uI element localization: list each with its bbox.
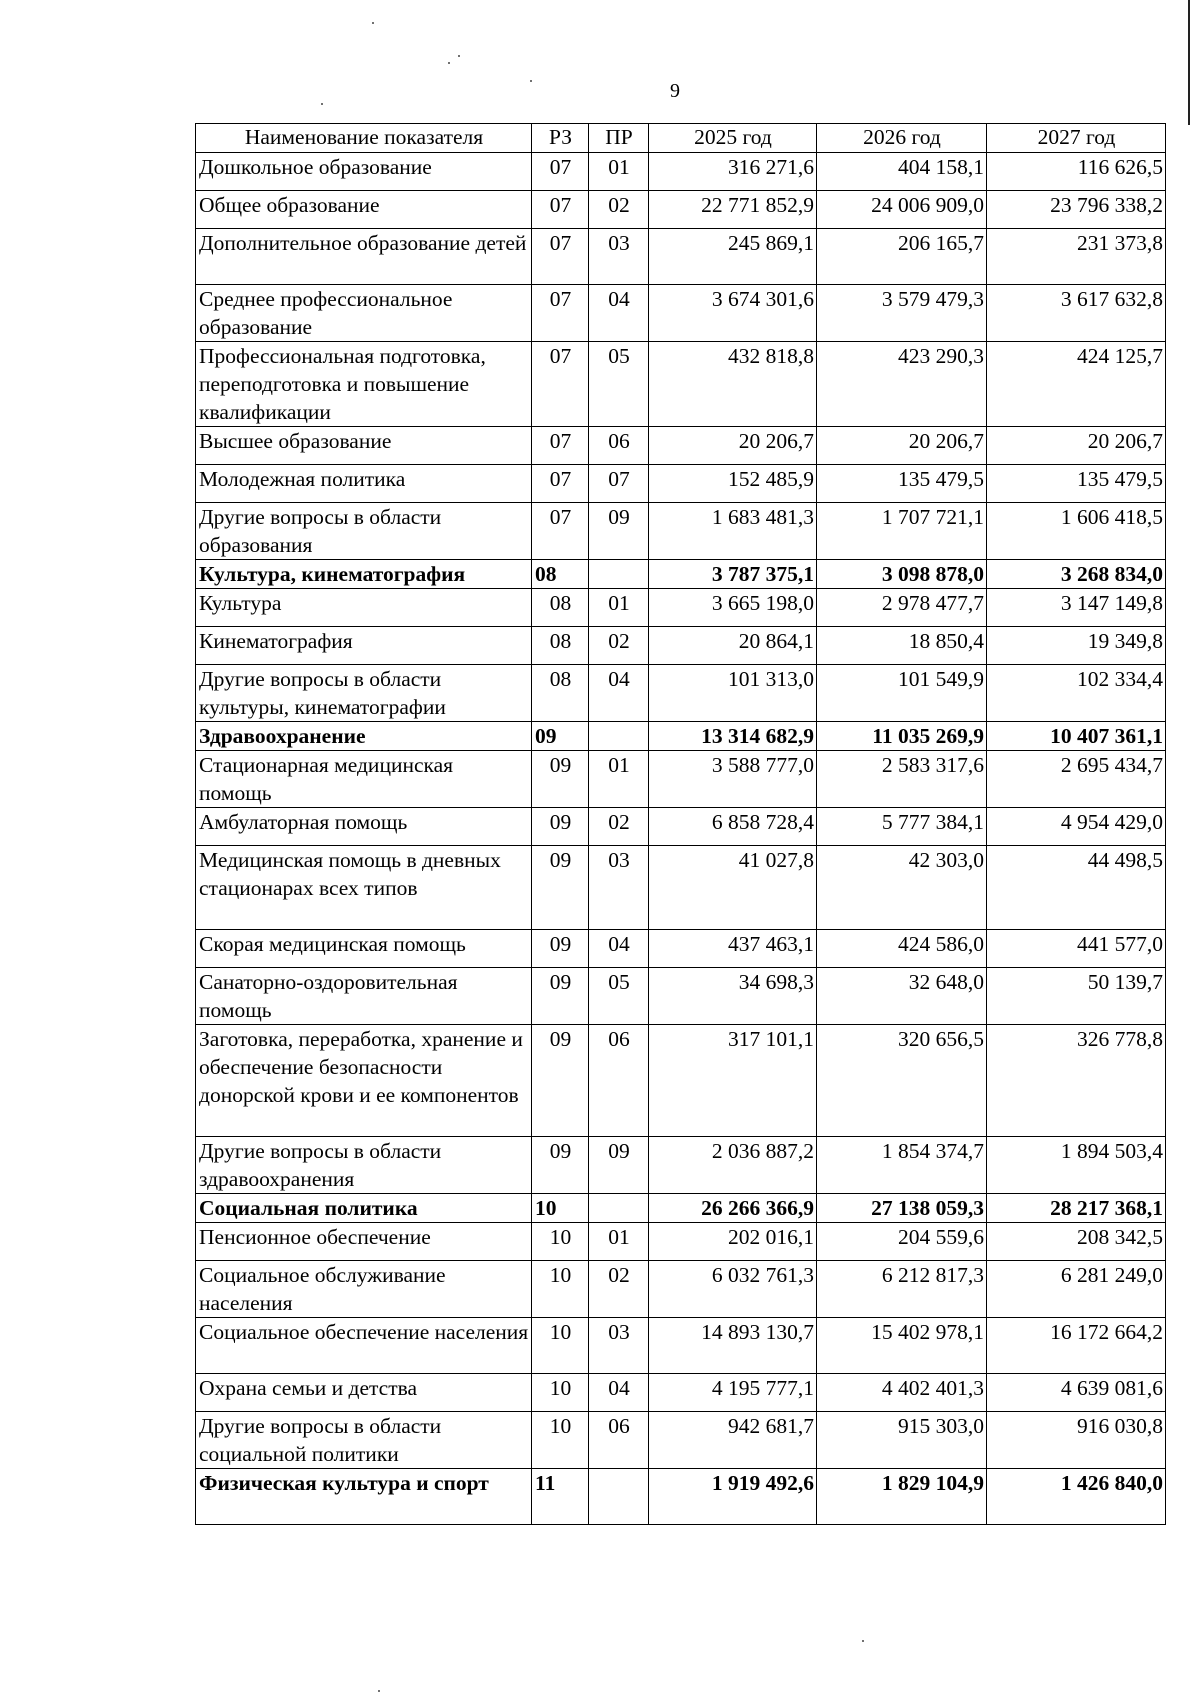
table-section-row bbox=[196, 722, 1166, 751]
row-pr: 09 bbox=[589, 503, 649, 560]
row-pr bbox=[589, 1469, 649, 1525]
row-2026: 101 549,9 bbox=[817, 665, 987, 722]
row-pr: 02 bbox=[589, 191, 649, 229]
row-name: Скорая медицинская помощь bbox=[196, 930, 532, 968]
row-rz: 08 bbox=[532, 560, 589, 589]
row-pr: 03 bbox=[589, 229, 649, 285]
row-name: Дошкольное образование bbox=[196, 153, 532, 191]
row-2027: 1 426 840,0 bbox=[987, 1469, 1166, 1525]
table-row bbox=[196, 465, 1166, 503]
row-name: Другие вопросы в области социальной политики bbox=[196, 1412, 532, 1469]
row-2026: 4 402 401,3 bbox=[817, 1374, 987, 1412]
row-2026: 424 586,0 bbox=[817, 930, 987, 968]
table-row bbox=[196, 589, 1166, 627]
row-2025: 3 665 198,0 bbox=[649, 589, 817, 627]
row-pr: 07 bbox=[589, 465, 649, 503]
table-row bbox=[196, 808, 1166, 846]
table-row bbox=[196, 846, 1166, 930]
row-2027: 19 349,8 bbox=[987, 627, 1166, 665]
row-2027: 3 147 149,8 bbox=[987, 589, 1166, 627]
row-2027: 1 606 418,5 bbox=[987, 503, 1166, 560]
table-row bbox=[196, 229, 1166, 285]
row-name: Охрана семьи и детства bbox=[196, 1374, 532, 1412]
row-2026: 15 402 978,1 bbox=[817, 1318, 987, 1374]
row-rz: 10 bbox=[532, 1194, 589, 1223]
row-pr bbox=[589, 1194, 649, 1223]
row-pr: 01 bbox=[589, 751, 649, 808]
row-name: Санаторно-оздоровительная помощь bbox=[196, 968, 532, 1025]
row-2025: 432 818,8 bbox=[649, 342, 817, 427]
row-name: Высшее образование bbox=[196, 427, 532, 465]
row-2027: 135 479,5 bbox=[987, 465, 1166, 503]
row-2025: 41 027,8 bbox=[649, 846, 817, 930]
row-name: Кинематография bbox=[196, 627, 532, 665]
row-2025: 3 588 777,0 bbox=[649, 751, 817, 808]
row-name: Физическая культура и спорт bbox=[196, 1469, 532, 1525]
row-2025: 317 101,1 bbox=[649, 1025, 817, 1137]
table-row bbox=[196, 1412, 1166, 1469]
row-pr: 06 bbox=[589, 1025, 649, 1137]
row-rz: 07 bbox=[532, 153, 589, 191]
table-row bbox=[196, 342, 1166, 427]
row-2026: 206 165,7 bbox=[817, 229, 987, 285]
row-2026: 2 978 477,7 bbox=[817, 589, 987, 627]
row-2026: 18 850,4 bbox=[817, 627, 987, 665]
row-2026: 320 656,5 bbox=[817, 1025, 987, 1137]
table-row bbox=[196, 427, 1166, 465]
header-2026: 2026 год bbox=[817, 124, 987, 153]
row-rz: 09 bbox=[532, 808, 589, 846]
row-rz: 07 bbox=[532, 285, 589, 342]
row-pr: 06 bbox=[589, 427, 649, 465]
row-pr: 04 bbox=[589, 930, 649, 968]
row-2025: 1 683 481,3 bbox=[649, 503, 817, 560]
row-pr: 02 bbox=[589, 627, 649, 665]
row-name: Социальное обеспечение населения bbox=[196, 1318, 532, 1374]
row-2027: 44 498,5 bbox=[987, 846, 1166, 930]
row-name: Среднее профессиональное образование bbox=[196, 285, 532, 342]
row-pr: 02 bbox=[589, 808, 649, 846]
row-name: Молодежная политика bbox=[196, 465, 532, 503]
row-2027: 4 954 429,0 bbox=[987, 808, 1166, 846]
row-2027: 326 778,8 bbox=[987, 1025, 1166, 1137]
row-2025: 245 869,1 bbox=[649, 229, 817, 285]
row-2027: 10 407 361,1 bbox=[987, 722, 1166, 751]
row-rz: 10 bbox=[532, 1412, 589, 1469]
table-row bbox=[196, 191, 1166, 229]
header-2025: 2025 год bbox=[649, 124, 817, 153]
row-name: Пенсионное обеспечение bbox=[196, 1223, 532, 1261]
row-2026: 135 479,5 bbox=[817, 465, 987, 503]
row-pr: 04 bbox=[589, 665, 649, 722]
row-2025: 437 463,1 bbox=[649, 930, 817, 968]
row-rz: 09 bbox=[532, 751, 589, 808]
table-row bbox=[196, 1261, 1166, 1318]
row-rz: 07 bbox=[532, 342, 589, 427]
row-rz: 07 bbox=[532, 465, 589, 503]
row-name: Другие вопросы в области культуры, кинематографии bbox=[196, 665, 532, 722]
row-2025: 1 919 492,6 bbox=[649, 1469, 817, 1525]
row-2025: 22 771 852,9 bbox=[649, 191, 817, 229]
row-name: Стационарная медицинская помощь bbox=[196, 751, 532, 808]
row-rz: 09 bbox=[532, 722, 589, 751]
row-rz: 10 bbox=[532, 1261, 589, 1318]
table-row bbox=[196, 968, 1166, 1025]
row-2027: 441 577,0 bbox=[987, 930, 1166, 968]
row-name: Другие вопросы в области образования bbox=[196, 503, 532, 560]
row-name: Медицинская помощь в дневных стационарах всех типов bbox=[196, 846, 532, 930]
row-2026: 6 212 817,3 bbox=[817, 1261, 987, 1318]
row-2025: 2 036 887,2 bbox=[649, 1137, 817, 1194]
row-2026: 1 854 374,7 bbox=[817, 1137, 987, 1194]
row-name: Здравоохранение bbox=[196, 722, 532, 751]
row-2027: 16 172 664,2 bbox=[987, 1318, 1166, 1374]
row-2027: 23 796 338,2 bbox=[987, 191, 1166, 229]
table-row bbox=[196, 1137, 1166, 1194]
row-2026: 5 777 384,1 bbox=[817, 808, 987, 846]
row-2025: 101 313,0 bbox=[649, 665, 817, 722]
row-2025: 6 858 728,4 bbox=[649, 808, 817, 846]
row-name: Другие вопросы в области здравоохранения bbox=[196, 1137, 532, 1194]
row-name: Социальное обслуживание населения bbox=[196, 1261, 532, 1318]
row-name: Социальная политика bbox=[196, 1194, 532, 1223]
table-row bbox=[196, 1223, 1166, 1261]
row-rz: 08 bbox=[532, 589, 589, 627]
row-2026: 27 138 059,3 bbox=[817, 1194, 987, 1223]
row-rz: 11 bbox=[532, 1469, 589, 1525]
row-2026: 32 648,0 bbox=[817, 968, 987, 1025]
row-2027: 231 373,8 bbox=[987, 229, 1166, 285]
budget-table bbox=[195, 123, 1166, 1525]
row-pr: 04 bbox=[589, 285, 649, 342]
row-pr: 03 bbox=[589, 846, 649, 930]
row-2027: 1 894 503,4 bbox=[987, 1137, 1166, 1194]
row-2027: 28 217 368,1 bbox=[987, 1194, 1166, 1223]
row-rz: 08 bbox=[532, 627, 589, 665]
row-2027: 2 695 434,7 bbox=[987, 751, 1166, 808]
row-2025: 26 266 366,9 bbox=[649, 1194, 817, 1223]
row-pr bbox=[589, 560, 649, 589]
row-name: Общее образование bbox=[196, 191, 532, 229]
row-rz: 10 bbox=[532, 1318, 589, 1374]
table-row bbox=[196, 1318, 1166, 1374]
row-2026: 20 206,7 bbox=[817, 427, 987, 465]
row-2025: 34 698,3 bbox=[649, 968, 817, 1025]
row-rz: 08 bbox=[532, 665, 589, 722]
row-pr: 05 bbox=[589, 342, 649, 427]
row-2026: 1 707 721,1 bbox=[817, 503, 987, 560]
row-2025: 6 032 761,3 bbox=[649, 1261, 817, 1318]
row-2027: 102 334,4 bbox=[987, 665, 1166, 722]
row-rz: 09 bbox=[532, 968, 589, 1025]
row-2025: 152 485,9 bbox=[649, 465, 817, 503]
row-rz: 10 bbox=[532, 1374, 589, 1412]
table-row bbox=[196, 930, 1166, 968]
table-row bbox=[196, 627, 1166, 665]
row-2027: 916 030,8 bbox=[987, 1412, 1166, 1469]
row-2027: 208 342,5 bbox=[987, 1223, 1166, 1261]
table-row bbox=[196, 153, 1166, 191]
row-2026: 11 035 269,9 bbox=[817, 722, 987, 751]
row-pr bbox=[589, 722, 649, 751]
row-pr: 06 bbox=[589, 1412, 649, 1469]
row-pr: 01 bbox=[589, 153, 649, 191]
table-row bbox=[196, 751, 1166, 808]
row-2025: 14 893 130,7 bbox=[649, 1318, 817, 1374]
row-name: Заготовка, переработка, хранение и обеспечение безопасности донорской крови и ее компонентов bbox=[196, 1025, 532, 1137]
row-2027: 3 617 632,8 bbox=[987, 285, 1166, 342]
row-2026: 3 098 878,0 bbox=[817, 560, 987, 589]
row-pr: 05 bbox=[589, 968, 649, 1025]
row-2025: 4 195 777,1 bbox=[649, 1374, 817, 1412]
row-pr: 04 bbox=[589, 1374, 649, 1412]
table-section-row bbox=[196, 1469, 1166, 1525]
row-2026: 42 303,0 bbox=[817, 846, 987, 930]
row-2025: 20 206,7 bbox=[649, 427, 817, 465]
row-name: Культура, кинематография bbox=[196, 560, 532, 589]
row-2025: 13 314 682,9 bbox=[649, 722, 817, 751]
row-rz: 09 bbox=[532, 1137, 589, 1194]
row-rz: 07 bbox=[532, 427, 589, 465]
table-row bbox=[196, 503, 1166, 560]
scan-edge-line bbox=[1188, 0, 1190, 125]
row-pr: 03 bbox=[589, 1318, 649, 1374]
row-rz: 07 bbox=[532, 229, 589, 285]
row-2027: 6 281 249,0 bbox=[987, 1261, 1166, 1318]
row-2026: 204 559,6 bbox=[817, 1223, 987, 1261]
table-section-row bbox=[196, 1194, 1166, 1223]
row-2027: 20 206,7 bbox=[987, 427, 1166, 465]
row-name: Профессиональная подготовка, переподготовка и повышение квалификации bbox=[196, 342, 532, 427]
row-2025: 316 271,6 bbox=[649, 153, 817, 191]
table-row bbox=[196, 1374, 1166, 1412]
header-rz: РЗ bbox=[532, 124, 589, 153]
row-pr: 01 bbox=[589, 589, 649, 627]
row-name: Амбулаторная помощь bbox=[196, 808, 532, 846]
row-2025: 20 864,1 bbox=[649, 627, 817, 665]
row-2026: 915 303,0 bbox=[817, 1412, 987, 1469]
row-rz: 07 bbox=[532, 503, 589, 560]
table-section-row bbox=[196, 560, 1166, 589]
header-pr: ПР bbox=[589, 124, 649, 153]
row-2026: 24 006 909,0 bbox=[817, 191, 987, 229]
row-2027: 424 125,7 bbox=[987, 342, 1166, 427]
row-rz: 09 bbox=[532, 1025, 589, 1137]
row-name: Культура bbox=[196, 589, 532, 627]
row-2027: 4 639 081,6 bbox=[987, 1374, 1166, 1412]
row-2026: 404 158,1 bbox=[817, 153, 987, 191]
table-row bbox=[196, 285, 1166, 342]
row-pr: 02 bbox=[589, 1261, 649, 1318]
row-2026: 423 290,3 bbox=[817, 342, 987, 427]
row-rz: 09 bbox=[532, 846, 589, 930]
row-2026: 2 583 317,6 bbox=[817, 751, 987, 808]
row-2025: 3 787 375,1 bbox=[649, 560, 817, 589]
row-pr: 01 bbox=[589, 1223, 649, 1261]
row-2025: 3 674 301,6 bbox=[649, 285, 817, 342]
row-2027: 116 626,5 bbox=[987, 153, 1166, 191]
row-2025: 942 681,7 bbox=[649, 1412, 817, 1469]
row-rz: 10 bbox=[532, 1223, 589, 1261]
table-row bbox=[196, 1025, 1166, 1137]
row-2027: 3 268 834,0 bbox=[987, 560, 1166, 589]
row-2025: 202 016,1 bbox=[649, 1223, 817, 1261]
row-pr: 09 bbox=[589, 1137, 649, 1194]
row-rz: 09 bbox=[532, 930, 589, 968]
row-rz: 07 bbox=[532, 191, 589, 229]
header-2027: 2027 год bbox=[987, 124, 1166, 153]
row-2026: 1 829 104,9 bbox=[817, 1469, 987, 1525]
page-number: 9 bbox=[670, 80, 680, 102]
table-row bbox=[196, 665, 1166, 722]
row-2027: 50 139,7 bbox=[987, 968, 1166, 1025]
header-name: Наименование показателя bbox=[196, 124, 532, 153]
row-name: Дополнительное образование детей bbox=[196, 229, 532, 285]
row-2026: 3 579 479,3 bbox=[817, 285, 987, 342]
table-header-row bbox=[196, 124, 1166, 153]
